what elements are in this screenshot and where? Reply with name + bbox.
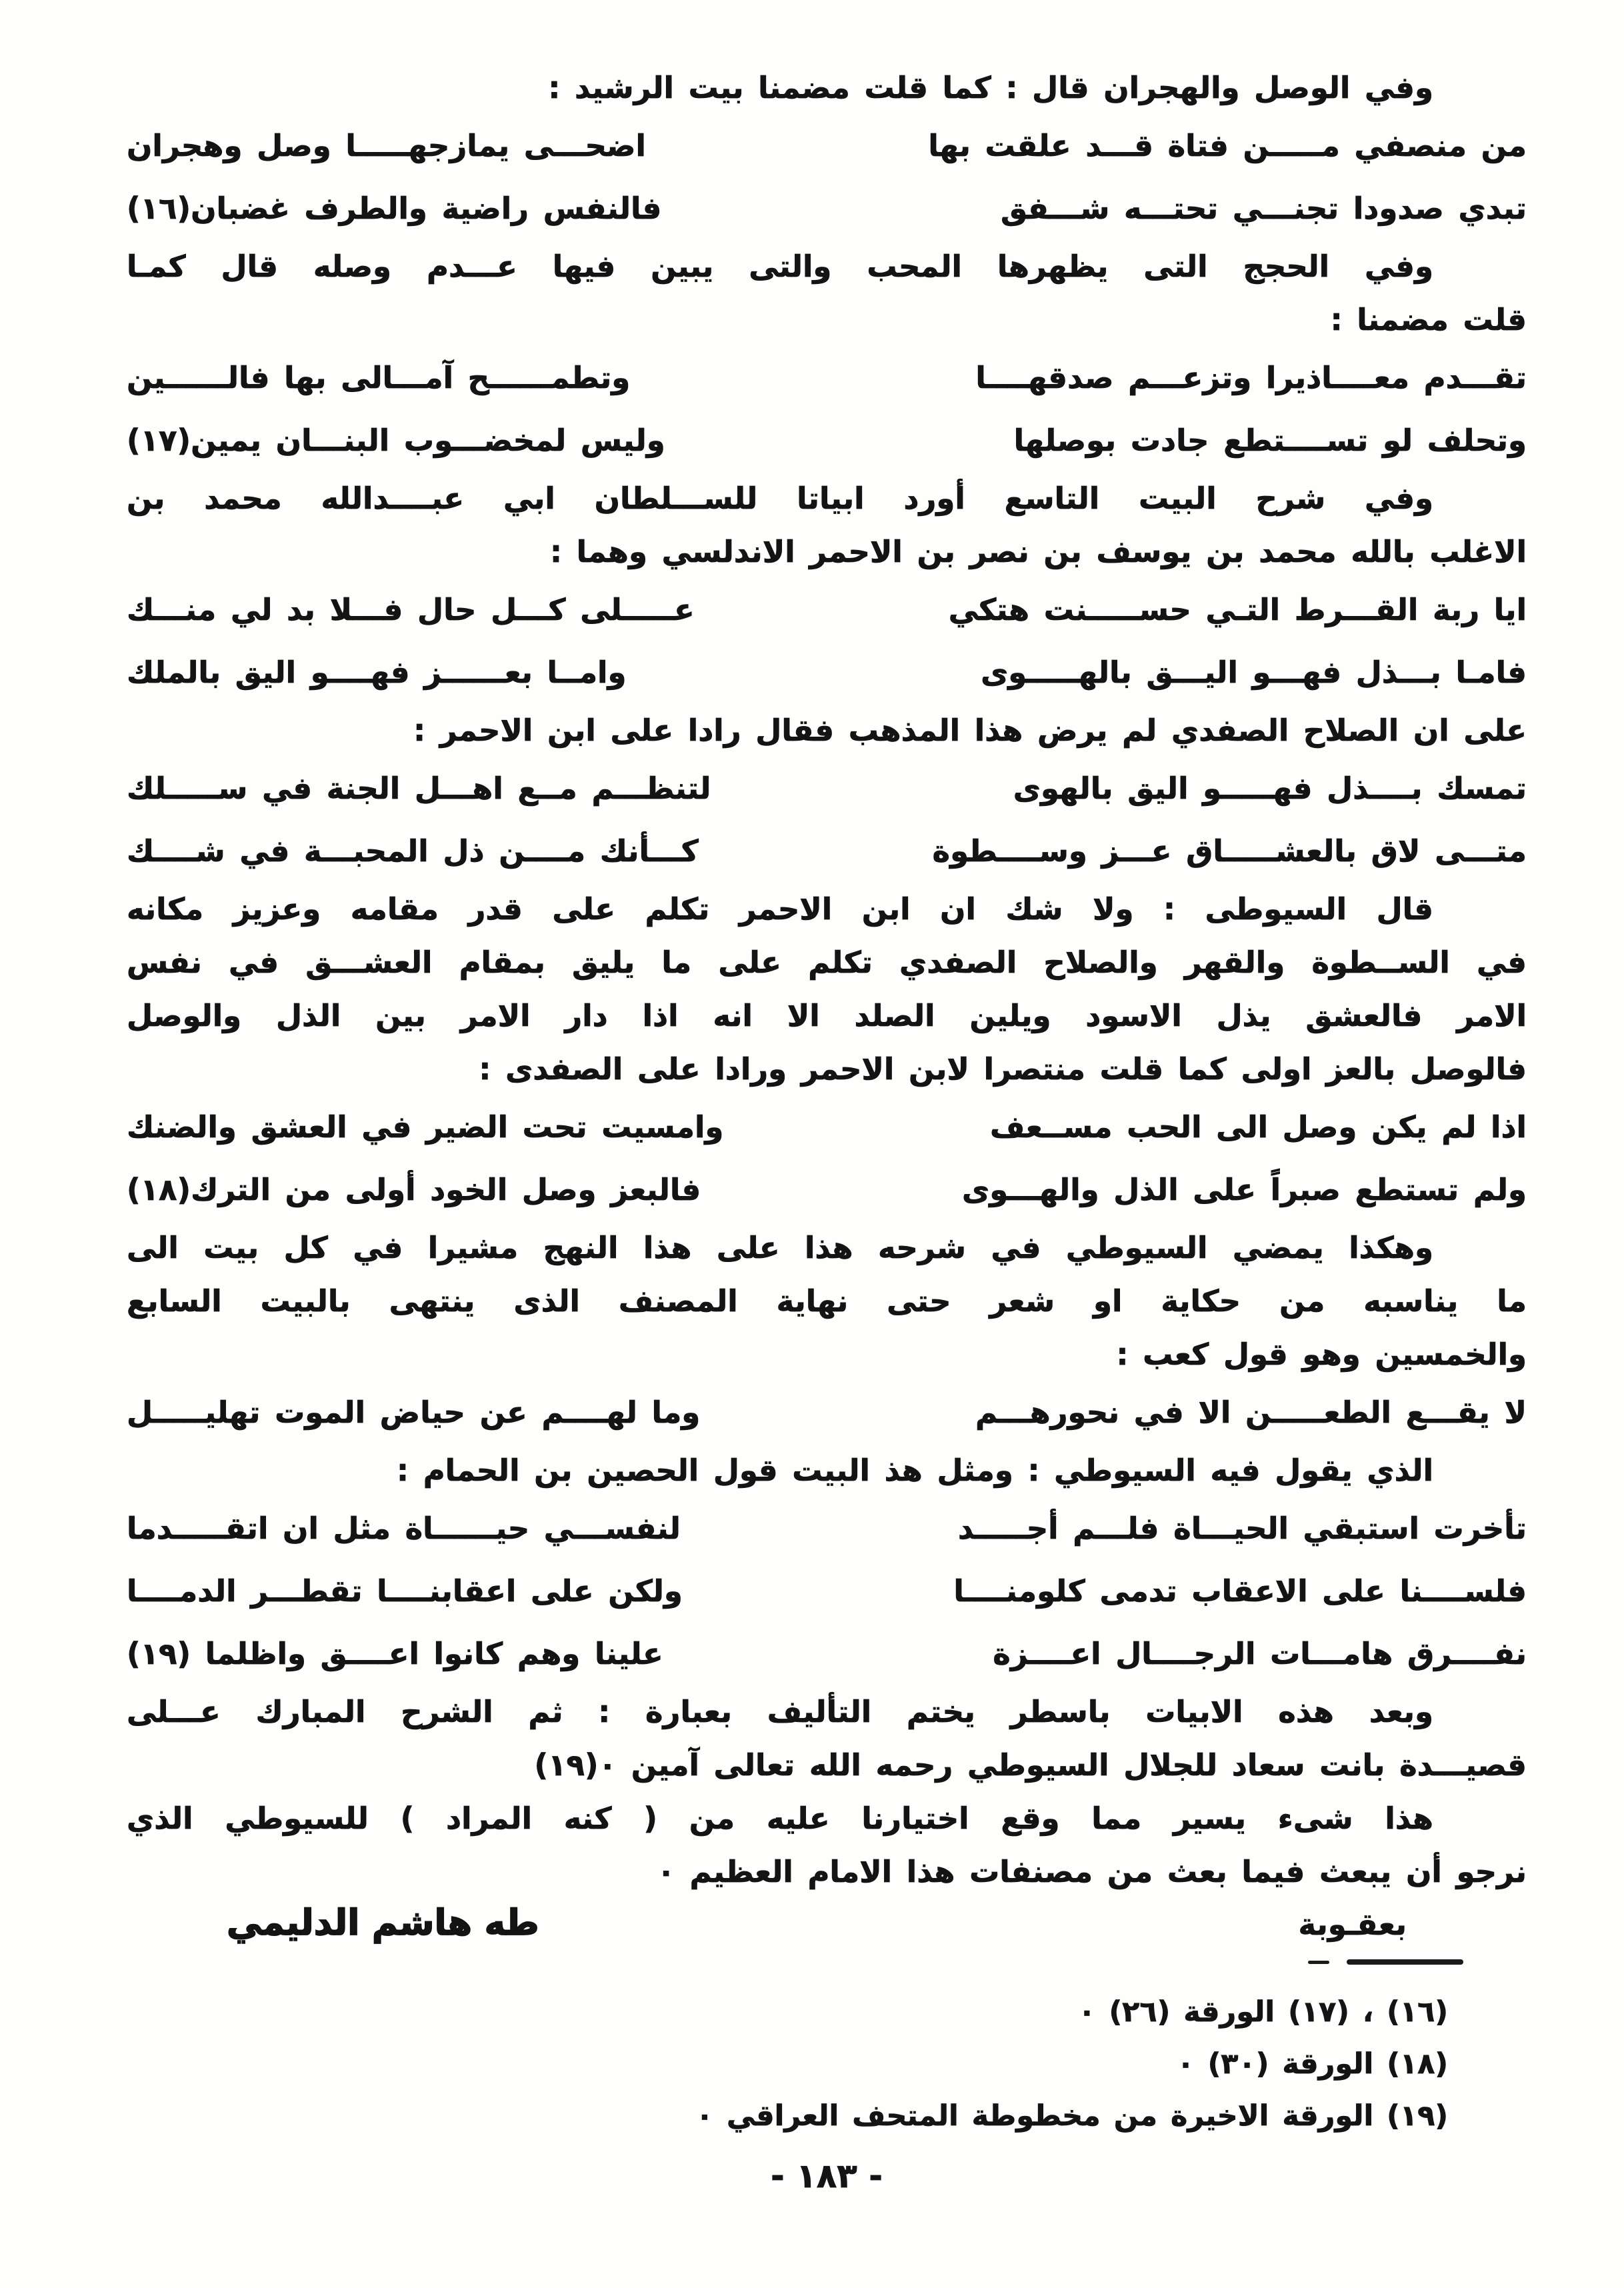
page-number: - ١٨٣ - — [771, 2157, 883, 2195]
verse-right-hemistich: فامـا بـــذل فهـــو اليـــق بالهـــــوى — [981, 655, 1527, 690]
footnotes-section — [127, 1986, 1448, 2142]
paragraph-line: وفي شرح البيت التاسع أورد ابياتا للســـلطان ابي عبــــدالله محمد بن — [127, 481, 1433, 516]
verse-right-hemistich: لا يقـــع الطعـــــن الا في نحورهـــم — [975, 1395, 1527, 1430]
paragraph — [127, 704, 1527, 757]
paragraph — [127, 883, 1527, 1096]
paragraph — [127, 1685, 1527, 1792]
verse-row — [127, 409, 1527, 472]
verse-left-hemistich: لتنظـــم مــع اهـــل الجنة في ســـــلك — [127, 771, 711, 806]
verse-left-hemistich: ولكن على اعقابنــــا تقطـــر الدمــــا — [127, 1573, 683, 1609]
text-column — [127, 61, 1527, 2195]
signature-place: بعقـوبة — [1298, 1907, 1407, 1942]
verse-left-hemistich: لنفســـي حيــــــاة مثل ان اتقـــــدما — [127, 1511, 681, 1546]
verse-row — [127, 1497, 1527, 1560]
footnote-18: (١٨) الورقة (٣٠) ٠ — [1177, 2047, 1448, 2081]
paragraph-line: قصيـــدة بانت سعاد للجلال السيوطي رحمه الله تعالى آمين ٠(١٩) — [534, 1747, 1527, 1783]
paragraph — [127, 1792, 1527, 1899]
verse-row — [127, 1096, 1527, 1159]
paragraph-line: وبعد هذه الابيات باسطر يختم التأليف بعبارة : ثم الشرح المبارك عـــلى — [127, 1694, 1433, 1729]
verse-left-hemistich: وما لهــــم عن حياض الموت تهليـــــل — [127, 1395, 701, 1430]
verse-row — [127, 1381, 1527, 1444]
verse-row — [127, 115, 1527, 177]
footnote-16-17: (١٦) ، (١٧) الورقة (٢٦) ٠ — [1078, 1995, 1448, 2029]
verse-right-hemistich: ولم تستطع صبراً على الذل والهـــوى — [962, 1172, 1527, 1207]
paragraph-line: فالوصل بالعز اولى كما قلت منتصرا لابن الاحمر ورادا على الصفدى : — [479, 1051, 1527, 1087]
verse-right-hemistich: تبدي صدودا تجنـــي تحتـــه شـــفق — [1001, 191, 1527, 226]
verse-left-hemistich: كـــأنك مــــن ذل المحبـــة في شــــك — [127, 833, 699, 869]
verse-row — [127, 1560, 1527, 1623]
verse-left-hemistich: وامــا بعــــــز فهــــو اليق بالملك — [127, 655, 627, 690]
verse-row — [127, 641, 1527, 704]
paragraph — [127, 472, 1527, 579]
verse-right-hemistich: فلســــنا على الاعقاب تدمى كلومنــــا — [953, 1573, 1527, 1609]
verse-right-hemistich: متـــى لاق بالعشـــــاق عـــز وســــطوة — [932, 833, 1527, 869]
paragraph — [127, 240, 1527, 347]
verse-row — [127, 820, 1527, 883]
footnote-separator — [127, 1959, 1463, 1965]
signature-name: طه هاشم الدليمي — [227, 1903, 539, 1943]
separator-dash-short — [1308, 1961, 1329, 1964]
paragraph-line: هذا شىء يسير مما وقع اختيارنا عليه من ( كنه المراد ) للسيوطي الذي — [127, 1801, 1433, 1836]
separator-dash-long — [1347, 1959, 1463, 1965]
verse-row — [127, 579, 1527, 641]
verse-right-hemistich: نفــــرق هامـــات الرجــــال اعــــزة — [993, 1636, 1527, 1671]
verse-left-hemistich: وليس لمخضـــوب البنـــان يمين(١٧) — [127, 423, 665, 458]
paragraph-line: ما يناسبه من حكاية او شعر حتى نهاية المصنف الذى ينتهى بالبيت السابع — [127, 1283, 1527, 1319]
verse-left-hemistich: فالنفس راضية والطرف غضبان(١٦) — [127, 191, 662, 226]
verse-right-hemistich: تقـــدم معــــاذيرا وتزعـــم صدقهــــا — [975, 360, 1527, 395]
verse-right-hemistich: اذا لم يكن وصل الى الحب مســعف — [990, 1109, 1527, 1145]
verse-right-hemistich: ايا ربة القـــرط التـي حســـــنت هتكي — [948, 592, 1527, 627]
verse-left-hemistich: اضحـــى يمازجهـــــا وصل وهجران — [127, 128, 646, 163]
paragraph-line: وهكذا يمضي السيوطي في شرحه هذا على هذا النهج مشيرا في كل بيت الى — [127, 1230, 1433, 1265]
paragraph — [127, 1221, 1527, 1381]
verse-left-hemistich: علينا وهم كانوا اعــــق واظلما (١٩) — [127, 1636, 663, 1671]
verse-left-hemistich: وتطمــــــح آمـــالى بها فالــــــين — [127, 360, 631, 395]
paragraph-line: وفي الوصل والهجران قال : كما قلت مضمنا بيت الرشيد : — [548, 70, 1433, 105]
paragraph-line: والخمسين وهو قول كعب : — [1116, 1337, 1527, 1372]
verse-right-hemistich: وتحلف لو تســــتطع جادت بوصلها — [1013, 423, 1527, 458]
paragraph-line: الامر فالعشق يذل الاسود ويلين الصلد الا انه اذا دار الامر بين الذل والوصل — [127, 998, 1527, 1033]
paragraph-line: قلت مضمنا : — [1330, 302, 1527, 337]
verse-row — [127, 347, 1527, 409]
paragraph-line: على ان الصلاح الصفدي لم يرض هذا المذهب فقال رادا على ابن الاحمر : — [413, 713, 1527, 748]
paragraph — [127, 1444, 1527, 1497]
paragraph — [127, 61, 1527, 115]
signature-row — [227, 1903, 1407, 1943]
paragraph-line: وفي الحجج التى يظهرها المحب والتى يبين فيها عـــدم وصله قال كمـا — [127, 249, 1433, 284]
paragraph-line: نرجو أن يبعث فيما بعث من مصنفات هذا الامام العظيم ٠ — [657, 1854, 1527, 1889]
paragraph-line: في الســطوة والقهر والصلاح الصفدي تكلم على ما يليق بمقام العشـــق في نفس — [127, 945, 1527, 980]
verse-right-hemistich: من منصفي مـــــن فتاة قـــد علقت بها — [928, 128, 1527, 163]
footnote-19: (١٩) الورقة الاخيرة من مخطوطة المتحف العراقي ٠ — [695, 2099, 1448, 2133]
verse-left-hemistich: فالبعز وصل الخود أولى من الترك(١٨) — [127, 1172, 701, 1207]
verse-right-hemistich: تأخرت استبقي الحيـــاة فلـــم أجـــــد — [957, 1511, 1527, 1546]
verse-row — [127, 1159, 1527, 1221]
paragraph-line: قال السيوطى : ولا شك ان ابن الاحمر تكلم على قدر مقامه وعزيز مكانه — [127, 891, 1433, 927]
paragraph-line: الذي يقول فيه السيوطي : ومثل هذ البيت قول الحصين بن الحمام : — [397, 1453, 1433, 1488]
verse-row — [127, 757, 1527, 820]
verse-row — [127, 1623, 1527, 1685]
verse-right-hemistich: تمسك بــــذل فهـــــو اليق بالهوى — [1013, 771, 1527, 806]
verse-left-hemistich: وامسيت تحت الضير في العشق والضنك — [127, 1109, 724, 1145]
paragraph-line: الاغلب بالله محمد بن يوسف بن نصر بن الاحمر الاندلسي وهما : — [550, 534, 1527, 569]
verse-left-hemistich: عـــــلى كـــل حال فـــلا بد لي منـــك — [127, 592, 695, 627]
verse-row — [127, 177, 1527, 240]
